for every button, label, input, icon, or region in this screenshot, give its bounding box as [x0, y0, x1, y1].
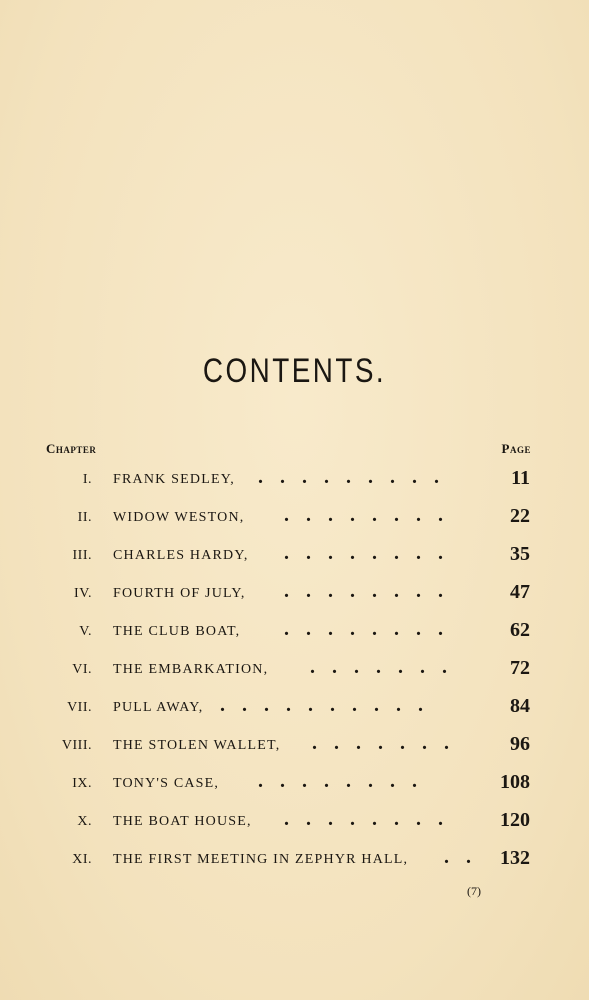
- leader-dots: . . . . . . . .: [284, 580, 449, 602]
- leader-dots: . . . . . . . . . .: [220, 694, 429, 716]
- chapter-title: THE FIRST MEETING IN ZEPHYR HALL,: [113, 852, 409, 867]
- page-title: CONTENTS.: [202, 352, 387, 390]
- toc-entry: [0, 614, 589, 650]
- chapter-number: XI.: [72, 852, 92, 867]
- chapter-number: V.: [79, 624, 92, 639]
- chapter-number: VII.: [67, 700, 92, 715]
- leader-dots: . . . . . . . .: [284, 504, 449, 526]
- chapter-number: X.: [77, 814, 92, 829]
- leader-dots: . . . . . . .: [312, 732, 455, 754]
- toc-entry: [0, 462, 589, 498]
- leader-dots: . . . . . . . .: [284, 808, 449, 830]
- leader-dots: . . . . . . . .: [258, 770, 423, 792]
- page-number: 22: [510, 505, 530, 527]
- page-column-header: Page: [501, 441, 531, 456]
- chapter-number: IX.: [72, 776, 92, 791]
- page-number: 35: [510, 543, 530, 565]
- chapter-number: II.: [77, 510, 92, 525]
- page-number: 108: [500, 771, 530, 793]
- chapter-number: I.: [82, 472, 92, 487]
- chapter-title: FOURTH OF JULY,: [113, 586, 246, 601]
- leader-dots: . . . . . . . .: [284, 542, 449, 564]
- chapter-number: VI.: [72, 662, 92, 677]
- chapter-title: THE EMBARKATION,: [113, 662, 269, 677]
- chapter-title: THE STOLEN WALLET,: [113, 738, 281, 753]
- page-number: 132: [500, 847, 530, 869]
- leader-dots: . . . . . . . .: [284, 618, 449, 640]
- toc-entry: [0, 728, 589, 764]
- leader-dots: . . . . . . . . .: [258, 466, 445, 488]
- toc-entry: [0, 652, 589, 688]
- toc-entry: [0, 766, 589, 802]
- chapter-title: WIDOW WESTON,: [113, 510, 245, 525]
- page-number: 47: [510, 581, 530, 603]
- page-number: 120: [500, 809, 530, 831]
- chapter-column-header: Chapter: [46, 441, 97, 456]
- toc-entry: [0, 576, 589, 612]
- chapter-title: THE BOAT HOUSE,: [113, 814, 252, 829]
- page-number: 84: [510, 695, 530, 717]
- chapter-number: III.: [72, 548, 92, 563]
- chapter-title: FRANK SEDLEY,: [113, 472, 235, 487]
- toc-entry: [0, 690, 589, 726]
- chapter-title: CHARLES HARDY,: [113, 548, 249, 563]
- chapter-title: PULL AWAY,: [113, 700, 204, 715]
- toc-entry: [0, 842, 589, 878]
- chapter-number: VIII.: [61, 738, 92, 753]
- folio-page-number: (7): [467, 884, 481, 898]
- toc-entry: [0, 500, 589, 536]
- toc-entry: [0, 804, 589, 840]
- page-number: 62: [510, 619, 530, 641]
- chapter-number: IV.: [74, 586, 92, 601]
- page-number: 72: [510, 657, 530, 679]
- leader-dots: . .: [444, 846, 477, 868]
- leader-dots: . . . . . . .: [310, 656, 453, 678]
- chapter-title: TONY'S CASE,: [113, 776, 220, 791]
- page-number: 11: [511, 467, 530, 489]
- chapter-title: THE CLUB BOAT,: [113, 624, 241, 639]
- page-number: 96: [510, 733, 530, 755]
- toc-entry: [0, 538, 589, 574]
